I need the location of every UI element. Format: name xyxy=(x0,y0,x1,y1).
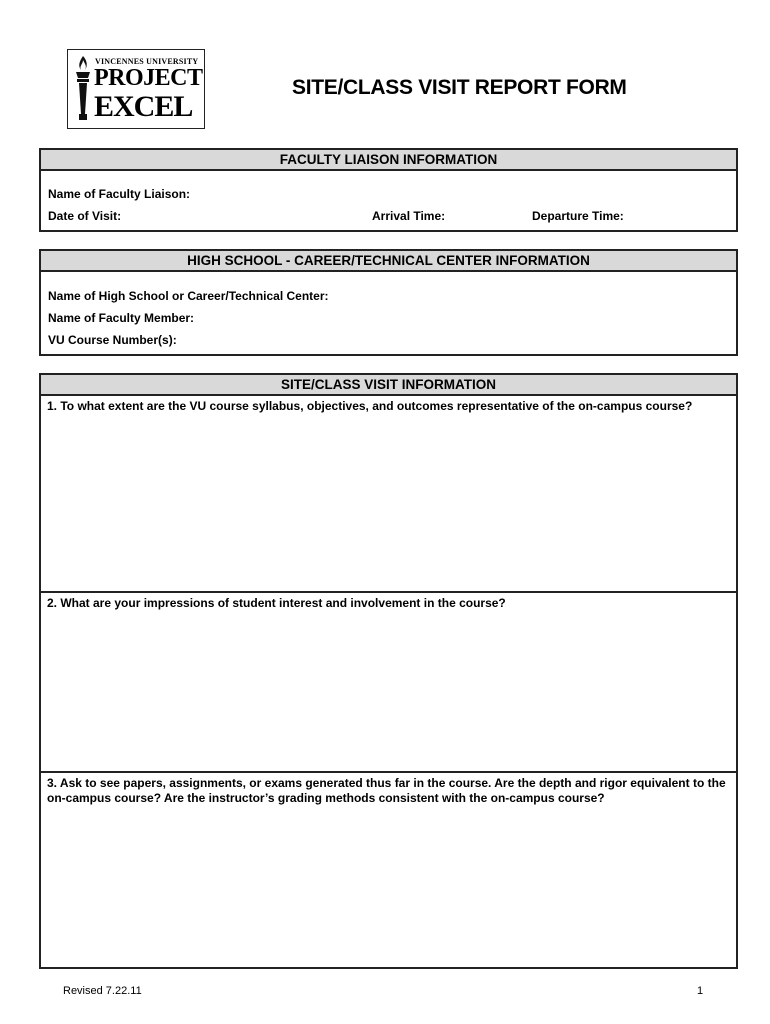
faculty-liaison-section xyxy=(39,148,738,232)
form-title: SITE/CLASS VISIT REPORT FORM xyxy=(292,76,627,99)
revised-date: Revised 7.22.11 xyxy=(63,985,142,997)
question-3-block xyxy=(41,771,736,967)
high-school-section xyxy=(39,249,738,356)
page-number: 1 xyxy=(697,985,704,997)
faculty-liaison-heading: FACULTY LIAISON INFORMATION xyxy=(41,150,736,171)
vu-course-number-label: VU Course Number(s): xyxy=(48,333,177,347)
arrival-time-label: Arrival Time: xyxy=(372,209,446,223)
logo-university-text: VINCENNES UNIVERSITY xyxy=(95,57,199,66)
question-2-block xyxy=(41,591,736,771)
high-school-heading: HIGH SCHOOL - CAREER/TECHNICAL CENTER INFORMATION xyxy=(41,251,736,272)
logo-excel-text: EXCEL xyxy=(94,90,193,123)
logo-project-text: PROJECT xyxy=(94,65,203,91)
question-3-text: 3. Ask to see papers, assignments, or exams generated thus far in the course. Are the depth and rigor equivalent to the on-campus course? Are the instructor’s grading methods consistent with the on-campus course? xyxy=(47,776,726,805)
faculty-liaison-name-label: Name of Faculty Liaison: xyxy=(48,187,191,201)
question-2-text: 2. What are your impressions of student interest and involvement in the course? xyxy=(47,596,506,610)
departure-time-label: Departure Time: xyxy=(532,209,624,223)
visit-info-heading: SITE/CLASS VISIT INFORMATION xyxy=(41,375,736,396)
torch-icon xyxy=(73,54,93,124)
high-school-name-label: Name of High School or Career/Technical Center: xyxy=(48,289,329,303)
question-1-block xyxy=(41,396,736,591)
date-of-visit-label: Date of Visit: xyxy=(48,209,122,223)
project-excel-logo xyxy=(67,49,205,129)
visit-info-section xyxy=(39,373,738,969)
faculty-member-label: Name of Faculty Member: xyxy=(48,311,195,325)
question-1-text: 1. To what extent are the VU course syllabus, objectives, and outcomes representative of the on-campus course? xyxy=(47,399,693,413)
